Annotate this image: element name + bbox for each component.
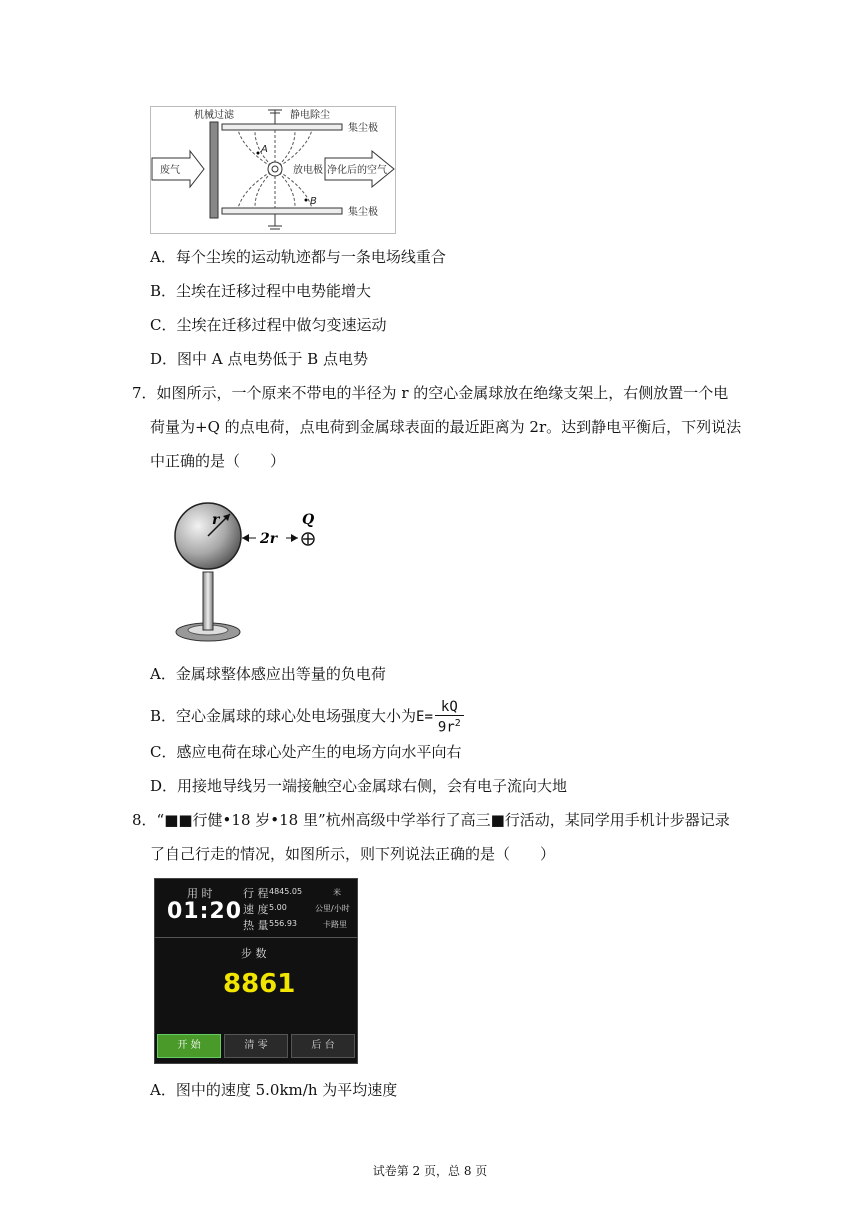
metal-sphere-diagram	[168, 494, 328, 646]
time-label: 用 时	[187, 887, 213, 900]
pedometer-screen	[154, 878, 358, 1064]
q8-option-a: A．图中的速度 5.0km/h 为平均速度	[150, 1081, 398, 1099]
collector-top-label: 集尘极	[348, 123, 378, 134]
field-strength-fraction	[435, 699, 464, 736]
radius-label: r	[212, 512, 220, 528]
precipitator-diagram	[150, 106, 396, 234]
page-footer: 试卷第 2 页，总 8 页	[372, 1164, 488, 1178]
q7-stem-line-3: 中正确的是（ ）	[150, 452, 286, 470]
distance-value: 4845.05	[269, 887, 303, 896]
point-a-label: A	[261, 144, 268, 155]
q8-stem-line-1: 8．“■■行健•18 岁•18 里”杭州高级中学举行了高三■行活动，某同学用手机计步器记录	[132, 811, 730, 829]
q7-option-c: C．感应电荷在球心处产生的电场方向水平向右	[150, 743, 462, 761]
q7-stem-line-1: 7．如图所示，一个原来不带电的半径为 r 的空心金属球放在绝缘支架上，右侧放置一个电	[132, 384, 729, 402]
fraction-denominator: $9r^2$	[437, 717, 461, 736]
q8-stem-line-2: 了自己行走的情况，如图所示，则下列说法正确的是（ ）	[150, 845, 556, 863]
speed-value: 5.00	[269, 903, 287, 912]
q7-stem-line-2: 荷量为+Q 的点电荷，点电荷到金属球表面的最近距离为 2r。达到静电平衡后，下列说法	[150, 418, 742, 436]
q6-option-c: C．尘埃在迁移过程中做匀变速运动	[150, 316, 387, 334]
q7-option-b-eq-left: E=	[416, 709, 433, 725]
distance-unit: 米	[333, 888, 341, 897]
speed-label: 速 度	[243, 903, 269, 916]
point-b-label: B	[310, 196, 317, 207]
distance-label: 2r	[260, 531, 278, 547]
q6-option-a: A．每个尘埃的运动轨迹都与一条电场线重合	[150, 248, 446, 266]
heat-label: 热 量	[243, 919, 269, 932]
heat-unit: 卡路里	[323, 920, 347, 929]
q7-option-a: A．金属球整体感应出等量的负电荷	[150, 665, 386, 683]
clear-button[interactable]: 清 零	[224, 1034, 288, 1058]
start-button[interactable]: 开 始	[157, 1034, 221, 1058]
time-value: 01:20	[167, 899, 243, 924]
fraction-numerator: kQ	[435, 699, 464, 716]
q6-option-d: D．图中 A 点电势低于 B 点电势	[150, 350, 368, 368]
steps-value: 8861	[223, 969, 296, 999]
q7-option-d: D．用接地导线另一端接触空心金属球右侧，会有电子流向大地	[150, 777, 568, 795]
electrostatic-label: 静电除尘	[290, 110, 330, 121]
clean-air-label: 净化后的空气	[327, 165, 387, 176]
heat-value: 556.93	[269, 919, 297, 928]
charge-label: Q	[302, 512, 315, 528]
distance-label: 行 程	[243, 887, 269, 900]
mech-filter-label: 机械过滤	[194, 110, 234, 121]
exhaust-label: 废气	[160, 165, 180, 176]
steps-label: 步 数	[241, 947, 267, 960]
background-button[interactable]: 后 台	[291, 1034, 355, 1058]
speed-unit: 公里/小时	[315, 904, 350, 913]
divider	[155, 937, 357, 938]
collector-bottom-label: 集尘极	[348, 207, 378, 218]
discharge-label: 放电极	[293, 165, 323, 176]
q7-option-b	[150, 698, 464, 734]
q7-option-b-text: B．空心金属球的球心处电场强度大小为	[150, 707, 417, 725]
fraction-exponent: 2	[454, 717, 461, 729]
q6-option-b: B．尘埃在迁移过程中电势能增大	[150, 282, 372, 300]
